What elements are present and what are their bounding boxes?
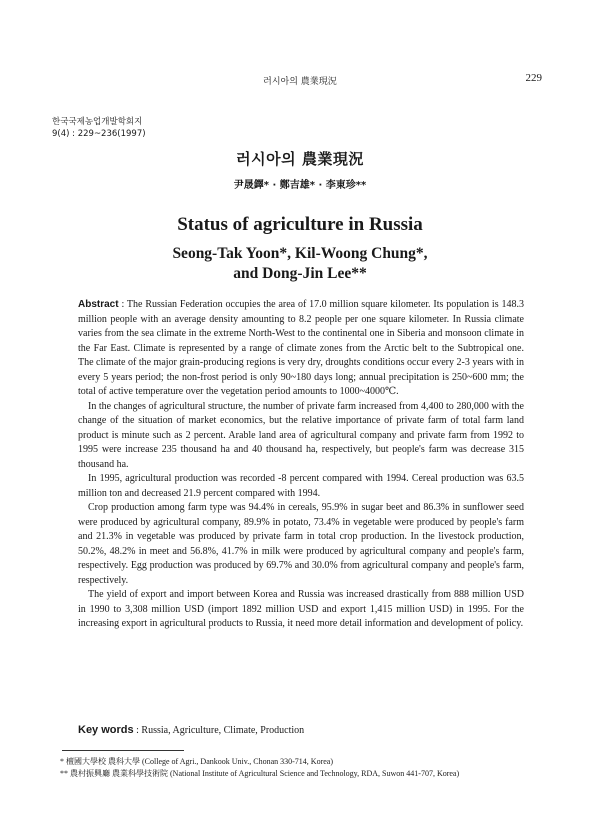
english-title: Status of agriculture in Russia bbox=[177, 214, 423, 235]
english-authors-line1: Seong-Tak Yoon*, Kil-Woong Chung*, bbox=[172, 245, 428, 262]
page-number: 229 bbox=[525, 72, 542, 84]
korean-title: 러시아의 農業現況 bbox=[236, 150, 364, 168]
english-authors bbox=[0, 244, 600, 284]
journal-volume: 9(4) : 229~236(1997) bbox=[52, 129, 146, 139]
abstract bbox=[78, 298, 524, 632]
abstract-paragraph-3: In 1995, agricultural production was recorded -8 percent compared with 1994. Cereal production was 63.5 million ton and decreased 21.9 percent compared with 1994. bbox=[78, 473, 524, 499]
journal-citation bbox=[52, 116, 146, 140]
keywords-label: Key words bbox=[78, 724, 134, 736]
keywords-text: Russia, Agriculture, Climate, Production bbox=[141, 725, 305, 736]
footnote-divider bbox=[62, 750, 184, 751]
abstract-paragraph-4: Crop production among farm type was 94.4% in cereals, 95.9% in sugar beet and 86.3% in sunflower seed were produced by agricultural company, 89.9% in potato, 73.4% in vegetable were produced by people's farm and 21.3% in vegetable was produced by private farm in total crop production. In the livestock production, 50.2%, 48.2% in meet and 56.8%, 41.7% in milk were produced by agricultural company and people's farm, respectively. Egg production was produced by 69.7% and 30.0% from agricultural company and people's farm, respectively. bbox=[78, 502, 524, 586]
footnote-2: ** 農村振興廳 農業科學技術院 (National Institute of Agricultural Science and Technology, RDA, Suwon 441-707, Korea) bbox=[60, 769, 460, 778]
footnote-1: * 檀國大學校 農科大學 (College of Agri., Dankook Univ., Chonan 330-714, Korea) bbox=[60, 757, 333, 766]
korean-authors: 尹晟鐸* · 鄭吉雄* · 李東珍** bbox=[233, 180, 367, 191]
keywords: Key words : Russia, Agriculture, Climate, Production bbox=[78, 724, 305, 736]
footnotes bbox=[60, 756, 540, 780]
journal-name: 한국국제농업개발학회지 bbox=[52, 117, 143, 127]
abstract-paragraph-1: Abstract : The Russian Federation occupies the area of 17.0 million square kilometer. Its population is 148.3 million people with an average density amounting to 8.2 people per one square kilometer. In Russia climate varies from the sea climate in the extreme North-West to the continental one in Siberia and monsoon climate in the Far East. Climate is represented by a range of climate zones from the Arctic belt to the Subtropical one. The climate of the major grain-producing regions is very dry, droughts conditions occur every 2-3 years with in every 5 years period; the non-frost period is only 90~180 days long; annual precipitation is 250~600 mm; the total of active temperature over the vegetation period amounts to 1000~4000℃. bbox=[78, 299, 524, 397]
english-authors-line2: and Dong-Jin Lee** bbox=[233, 265, 367, 282]
abstract-text-1: The Russian Federation occupies the area of 17.0 million square kilometer. Its population is 148.3 million people with an average density amounting to 8.2 people per one square kilometer. In Russia climate varies from the sea climate in the extreme North-West to the continental one in Siberia and monsoon climate in the Far East. Climate is represented by a range of climate zones from the Arctic belt to the Subtropical one. The climate of the major grain-producing regions is very dry, droughts conditions occur every 2-3 years with in every 5 years period; the non-frost period is only 90~180 days long; annual precipitation is 250~600 mm; the total of active temperature over the vegetation period amounts to 1000~4000℃. bbox=[78, 299, 524, 397]
running-header: 러시아의 農業現況 bbox=[263, 77, 337, 87]
abstract-paragraph-2: In the changes of agricultural structure, the number of private farm increased from 4,400 to 280,000 with the change of the situation of market economics, but the relative importance of private farm of total farm land product is minute such as 2 percent. Arable land area of agricultural company and private farm from 1992 to 1995 were increase 235 thousand ha and 40 thousand ha, respectively, but people's farm was decrease 315 thousand ha. bbox=[78, 400, 524, 470]
abstract-label: Abstract bbox=[78, 299, 119, 310]
abstract-paragraph-5: The yield of export and import between Korea and Russia was increased drastically from 888 million USD in 1990 to 3,308 million USD (import 1892 million USD and export 1,415 million USD) in 1995. For the increasing export in agricultural products to Russia, it need more detail information and development of policy. bbox=[78, 589, 524, 629]
